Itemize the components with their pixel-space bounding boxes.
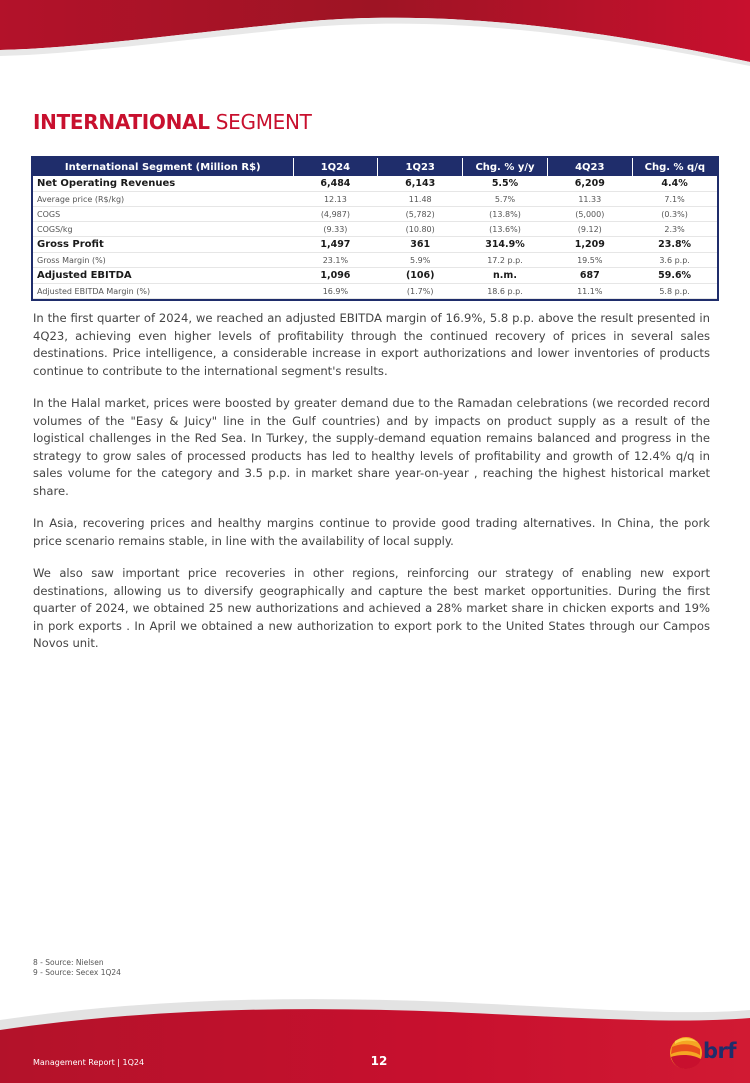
footer-wave (0, 990, 750, 1083)
table-cell: (5,782) (378, 207, 463, 222)
table-cell: n.m. (463, 268, 548, 284)
table-cell: 16.9% (293, 284, 378, 299)
row-label: Adjusted EBITDA Margin (%) (33, 284, 293, 299)
table-header: 4Q23 (547, 158, 632, 176)
paragraph: We also saw important price recoveries in other regions, reinforcing our strategy of enabling new export destinations, allowing us to diversify geographically and capture the best market opportunities. During the first quarter of 2024, we obtained 25 new authorizations and achieved a 28% market share in chicken exports and 19% in pork exports . In April we obtained a new authorization to export pork to the United States through our Campos Novos unit. (33, 566, 710, 650)
table-cell: 1,497 (293, 237, 378, 253)
table-cell: 3.6 p.p. (632, 253, 717, 268)
table-row (33, 192, 717, 207)
table-cell: 1,209 (547, 237, 632, 253)
footnote: 8 - Source: Nielsen (33, 958, 104, 967)
table-cell: 361 (378, 237, 463, 253)
row-label: Net Operating Revenues (33, 176, 293, 192)
table-cell: 7.1% (632, 192, 717, 207)
table-header: 1Q24 (293, 158, 378, 176)
table-cell: (10.80) (378, 222, 463, 237)
table-cell: 5.5% (463, 176, 548, 192)
table-cell: 1,096 (293, 268, 378, 284)
table-cell: 23.1% (293, 253, 378, 268)
paragraph: In the first quarter of 2024, we reached an adjusted EBITDA margin of 16.9%, 5.8 p.p. above the result presented in 4Q23, achieving even higher levels of profitability through the continued recovery of prices in several sales destinations. Price intelligence, a considerable increase in export authorizations and lower inventories of products continue to contribute to the international segment's results. (33, 311, 710, 378)
table-cell: (9.33) (293, 222, 378, 237)
table-cell: (4,987) (293, 207, 378, 222)
title-light: SEGMENT (209, 110, 312, 134)
table-cell: 314.9% (463, 237, 548, 253)
table-cell: 5.7% (463, 192, 548, 207)
table-row (33, 284, 717, 299)
table-cell: (13.6%) (463, 222, 548, 237)
table-cell: (9.12) (547, 222, 632, 237)
paragraph: In Asia, recovering prices and healthy margins continue to provide good trading alternatives. In China, the pork price scenario remains stable, in line with the availability of local supply. (33, 516, 710, 548)
brf-logo-text: brf (703, 1039, 737, 1063)
table-row (33, 176, 717, 192)
table-row (33, 268, 717, 284)
table-header: Chg. % q/q (632, 158, 717, 176)
table-cell: 5.9% (378, 253, 463, 268)
table-cell: 12.13 (293, 192, 378, 207)
table-row (33, 237, 717, 253)
table-cell: 11.48 (378, 192, 463, 207)
footnote: 9 - Source: Secex 1Q24 (33, 968, 121, 977)
table-header-row (33, 158, 717, 176)
table-cell: (13.8%) (463, 207, 548, 222)
row-label: Gross Profit (33, 237, 293, 253)
table-cell: 4.4% (632, 176, 717, 192)
table-cell: (106) (378, 268, 463, 284)
table-header: International Segment (Million R$) (33, 158, 293, 176)
table-cell: 11.1% (547, 284, 632, 299)
footnotes (33, 958, 121, 978)
segment-table (31, 156, 719, 301)
table-row (33, 207, 717, 222)
table-cell: 6,143 (378, 176, 463, 192)
table-cell: 18.6 p.p. (463, 284, 548, 299)
row-label: Adjusted EBITDA (33, 268, 293, 284)
table-cell: 6,484 (293, 176, 378, 192)
row-label: Average price (R$/kg) (33, 192, 293, 207)
footer-report-label: Management Report | 1Q24 (33, 1058, 145, 1067)
table-header: 1Q23 (378, 158, 463, 176)
table-cell: 6,209 (547, 176, 632, 192)
page-title (33, 110, 312, 134)
table-header: Chg. % y/y (463, 158, 548, 176)
table-row (33, 222, 717, 237)
table-cell: (5,000) (547, 207, 632, 222)
body-text (33, 310, 710, 668)
page-number: 12 (370, 1054, 388, 1068)
table-cell: (0.3%) (632, 207, 717, 222)
title-bold: INTERNATIONAL (33, 110, 210, 134)
row-label: Gross Margin (%) (33, 253, 293, 268)
table-cell: 59.6% (632, 268, 717, 284)
table-cell: 19.5% (547, 253, 632, 268)
header-wave (0, 0, 750, 80)
table-cell: 17.2 p.p. (463, 253, 548, 268)
row-label: COGS (33, 207, 293, 222)
table-row (33, 253, 717, 268)
table-cell: 2.3% (632, 222, 717, 237)
table-cell: 23.8% (632, 237, 717, 253)
paragraph: In the Halal market, prices were boosted by greater demand due to the Ramadan celebrations (we recorded record volumes of the "Easy & Juicy" line in the Gulf countries) and by impacts on product supply as a result of the logistical challenges in the Red Sea. In Turkey, the supply-demand equation remains balanced and progress in the strategy to grow sales of processed products has led to healthy levels of profitability and growth of 12.4% q/q in sales volume for the category and 3.5 p.p. in market share year-on-year , reaching the highest historical market share. (33, 396, 710, 498)
table-cell: 5.8 p.p. (632, 284, 717, 299)
table-cell: 687 (547, 268, 632, 284)
table-cell: 11.33 (547, 192, 632, 207)
row-label: COGS/kg (33, 222, 293, 237)
table-cell: (1.7%) (378, 284, 463, 299)
